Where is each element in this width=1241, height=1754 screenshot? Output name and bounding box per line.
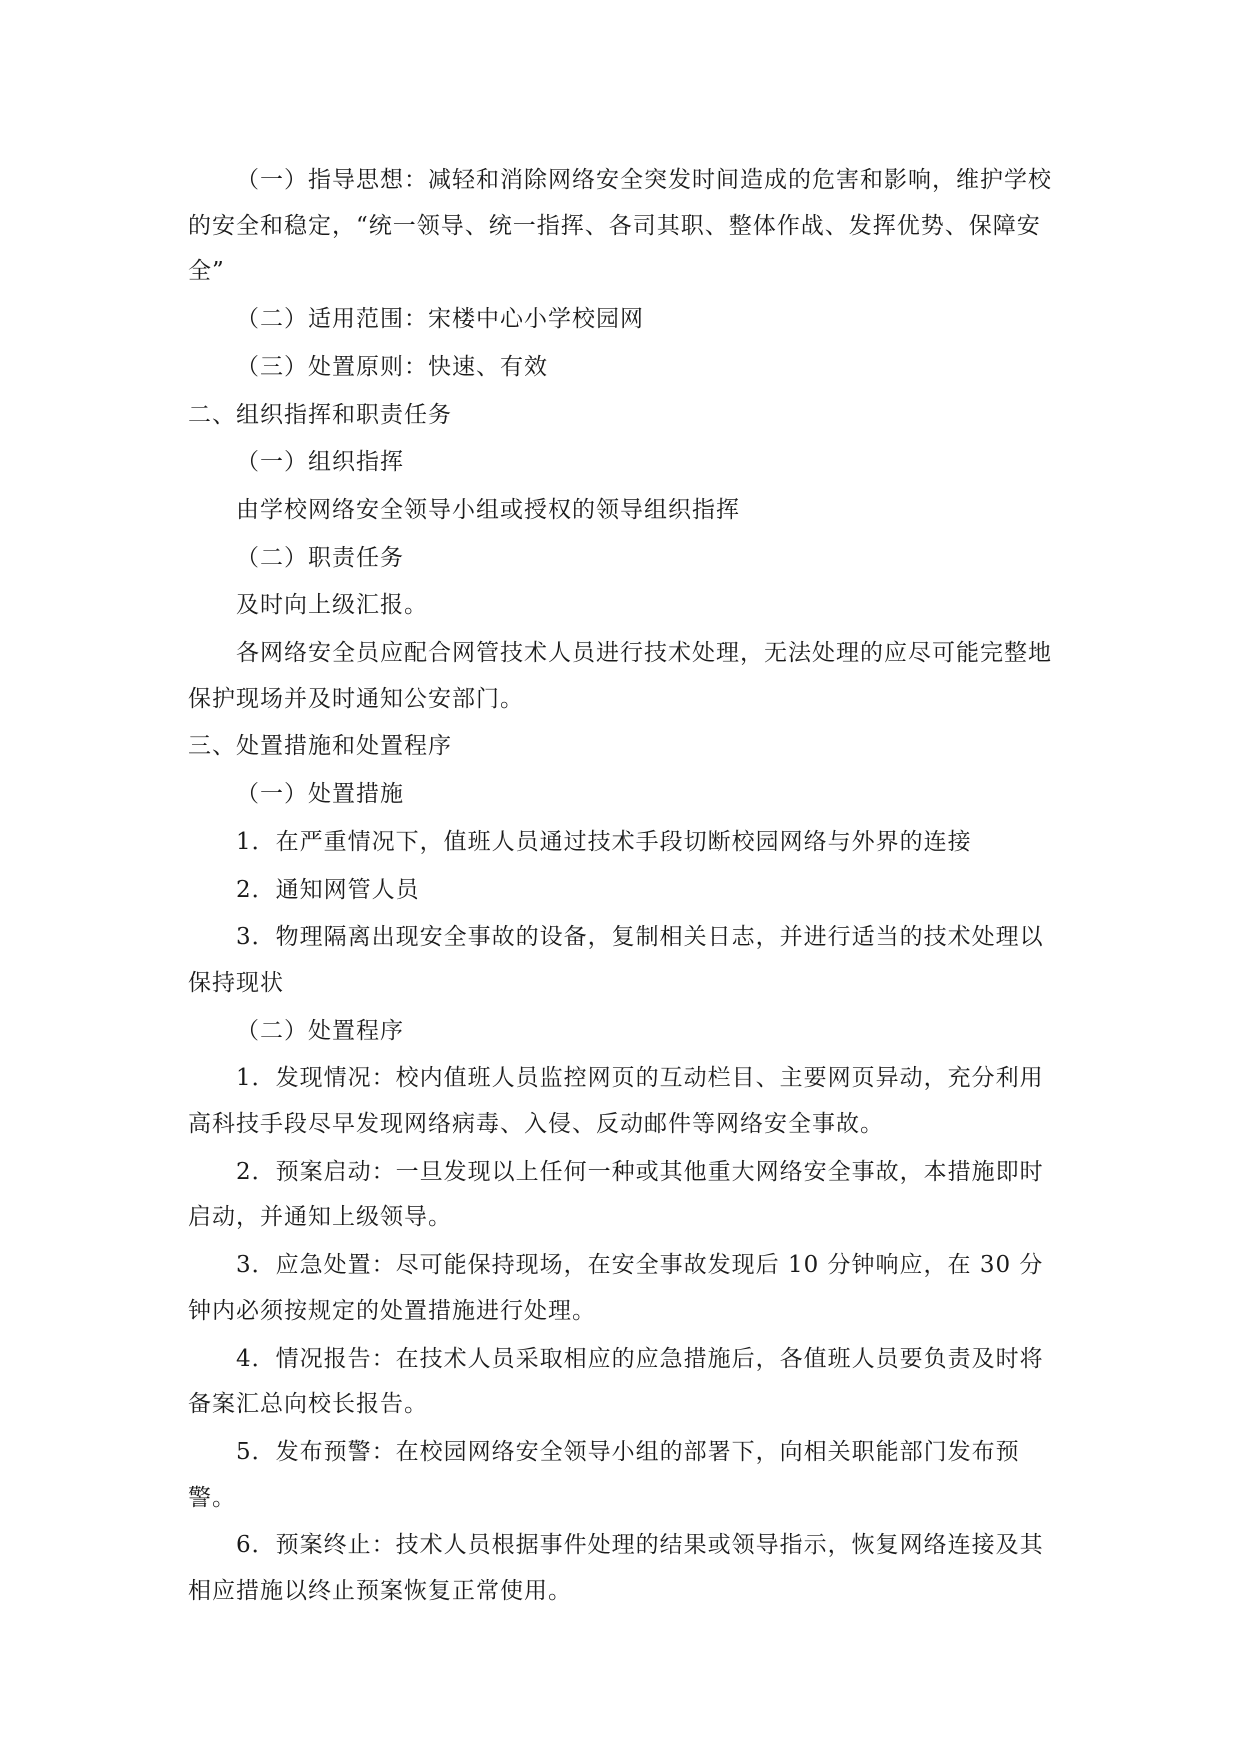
section-heading-3: 三、处置措施和处置程序 xyxy=(188,733,452,760)
paragraph-scope: （二）适用范围：宋楼中心小学校园网 xyxy=(236,306,644,333)
subheading-procedure: （二）处置程序 xyxy=(236,1017,404,1044)
paragraph-security-staff: 各网络安全员应配合网管技术人员进行技术处理，无法处理的应尽可能完整地保护现场并及时通知公安部门。 xyxy=(188,640,1052,712)
list-item: 2．通知网管人员 xyxy=(236,876,420,903)
list-item: 1．发现情况：校内值班人员监控网页的互动栏目、主要网页异动，充分利用高科技手段尽早发现网络病毒、入侵、反动邮件等网络安全事故。 xyxy=(188,1065,1044,1138)
paragraph-report: 及时向上级汇报。 xyxy=(236,592,428,619)
subheading-command: （一）组织指挥 xyxy=(236,449,404,476)
list-item: 3．物理隔离出现安全事故的设备，复制相关日志，并进行适当的技术处理以保持现状 xyxy=(188,924,1044,996)
list-item: 4．情况报告：在技术人员采取相应的应急措施后，各值班人员要负责及时将备案汇总向校长报告。 xyxy=(188,1345,1044,1418)
list-item: 6．预案终止：技术人员根据事件处理的结果或领导指示，恢复网络连接及其相应措施以终止预案恢复正常使用。 xyxy=(188,1532,1044,1605)
paragraph-command: 由学校网络安全领导小组或授权的领导组织指挥 xyxy=(236,496,740,523)
list-item: 3．应急处置：尽可能保持现场，在安全事故发现后 10 分钟响应，在 30 分钟内必须按规定的处置措施进行处理。 xyxy=(188,1252,1044,1324)
subheading-measures: （一）处置措施 xyxy=(236,781,404,808)
list-item: 1．在严重情况下，值班人员通过技术手段切断校园网络与外界的连接 xyxy=(236,828,972,855)
paragraph-principle: （三）处置原则：快速、有效 xyxy=(236,353,548,380)
list-item: 5．发布预警：在校园网络安全领导小组的部署下，向相关职能部门发布预警。 xyxy=(188,1438,1020,1511)
paragraph-guiding-ideology: （一）指导思想：减轻和消除网络安全突发时间造成的危害和影响，维护学校的安全和稳定，“统一领导、统一指挥、各司其职、整体作战、发挥优势、保障安全” xyxy=(188,167,1052,285)
list-item: 2．预案启动：一旦发现以上任何一种或其他重大网络安全事故，本措施即时启动，并通知上级领导。 xyxy=(188,1158,1044,1231)
subheading-duties: （二）职责任务 xyxy=(236,544,404,571)
document-body xyxy=(188,158,1054,1617)
section-heading-2: 二、组织指挥和职责任务 xyxy=(188,401,452,428)
